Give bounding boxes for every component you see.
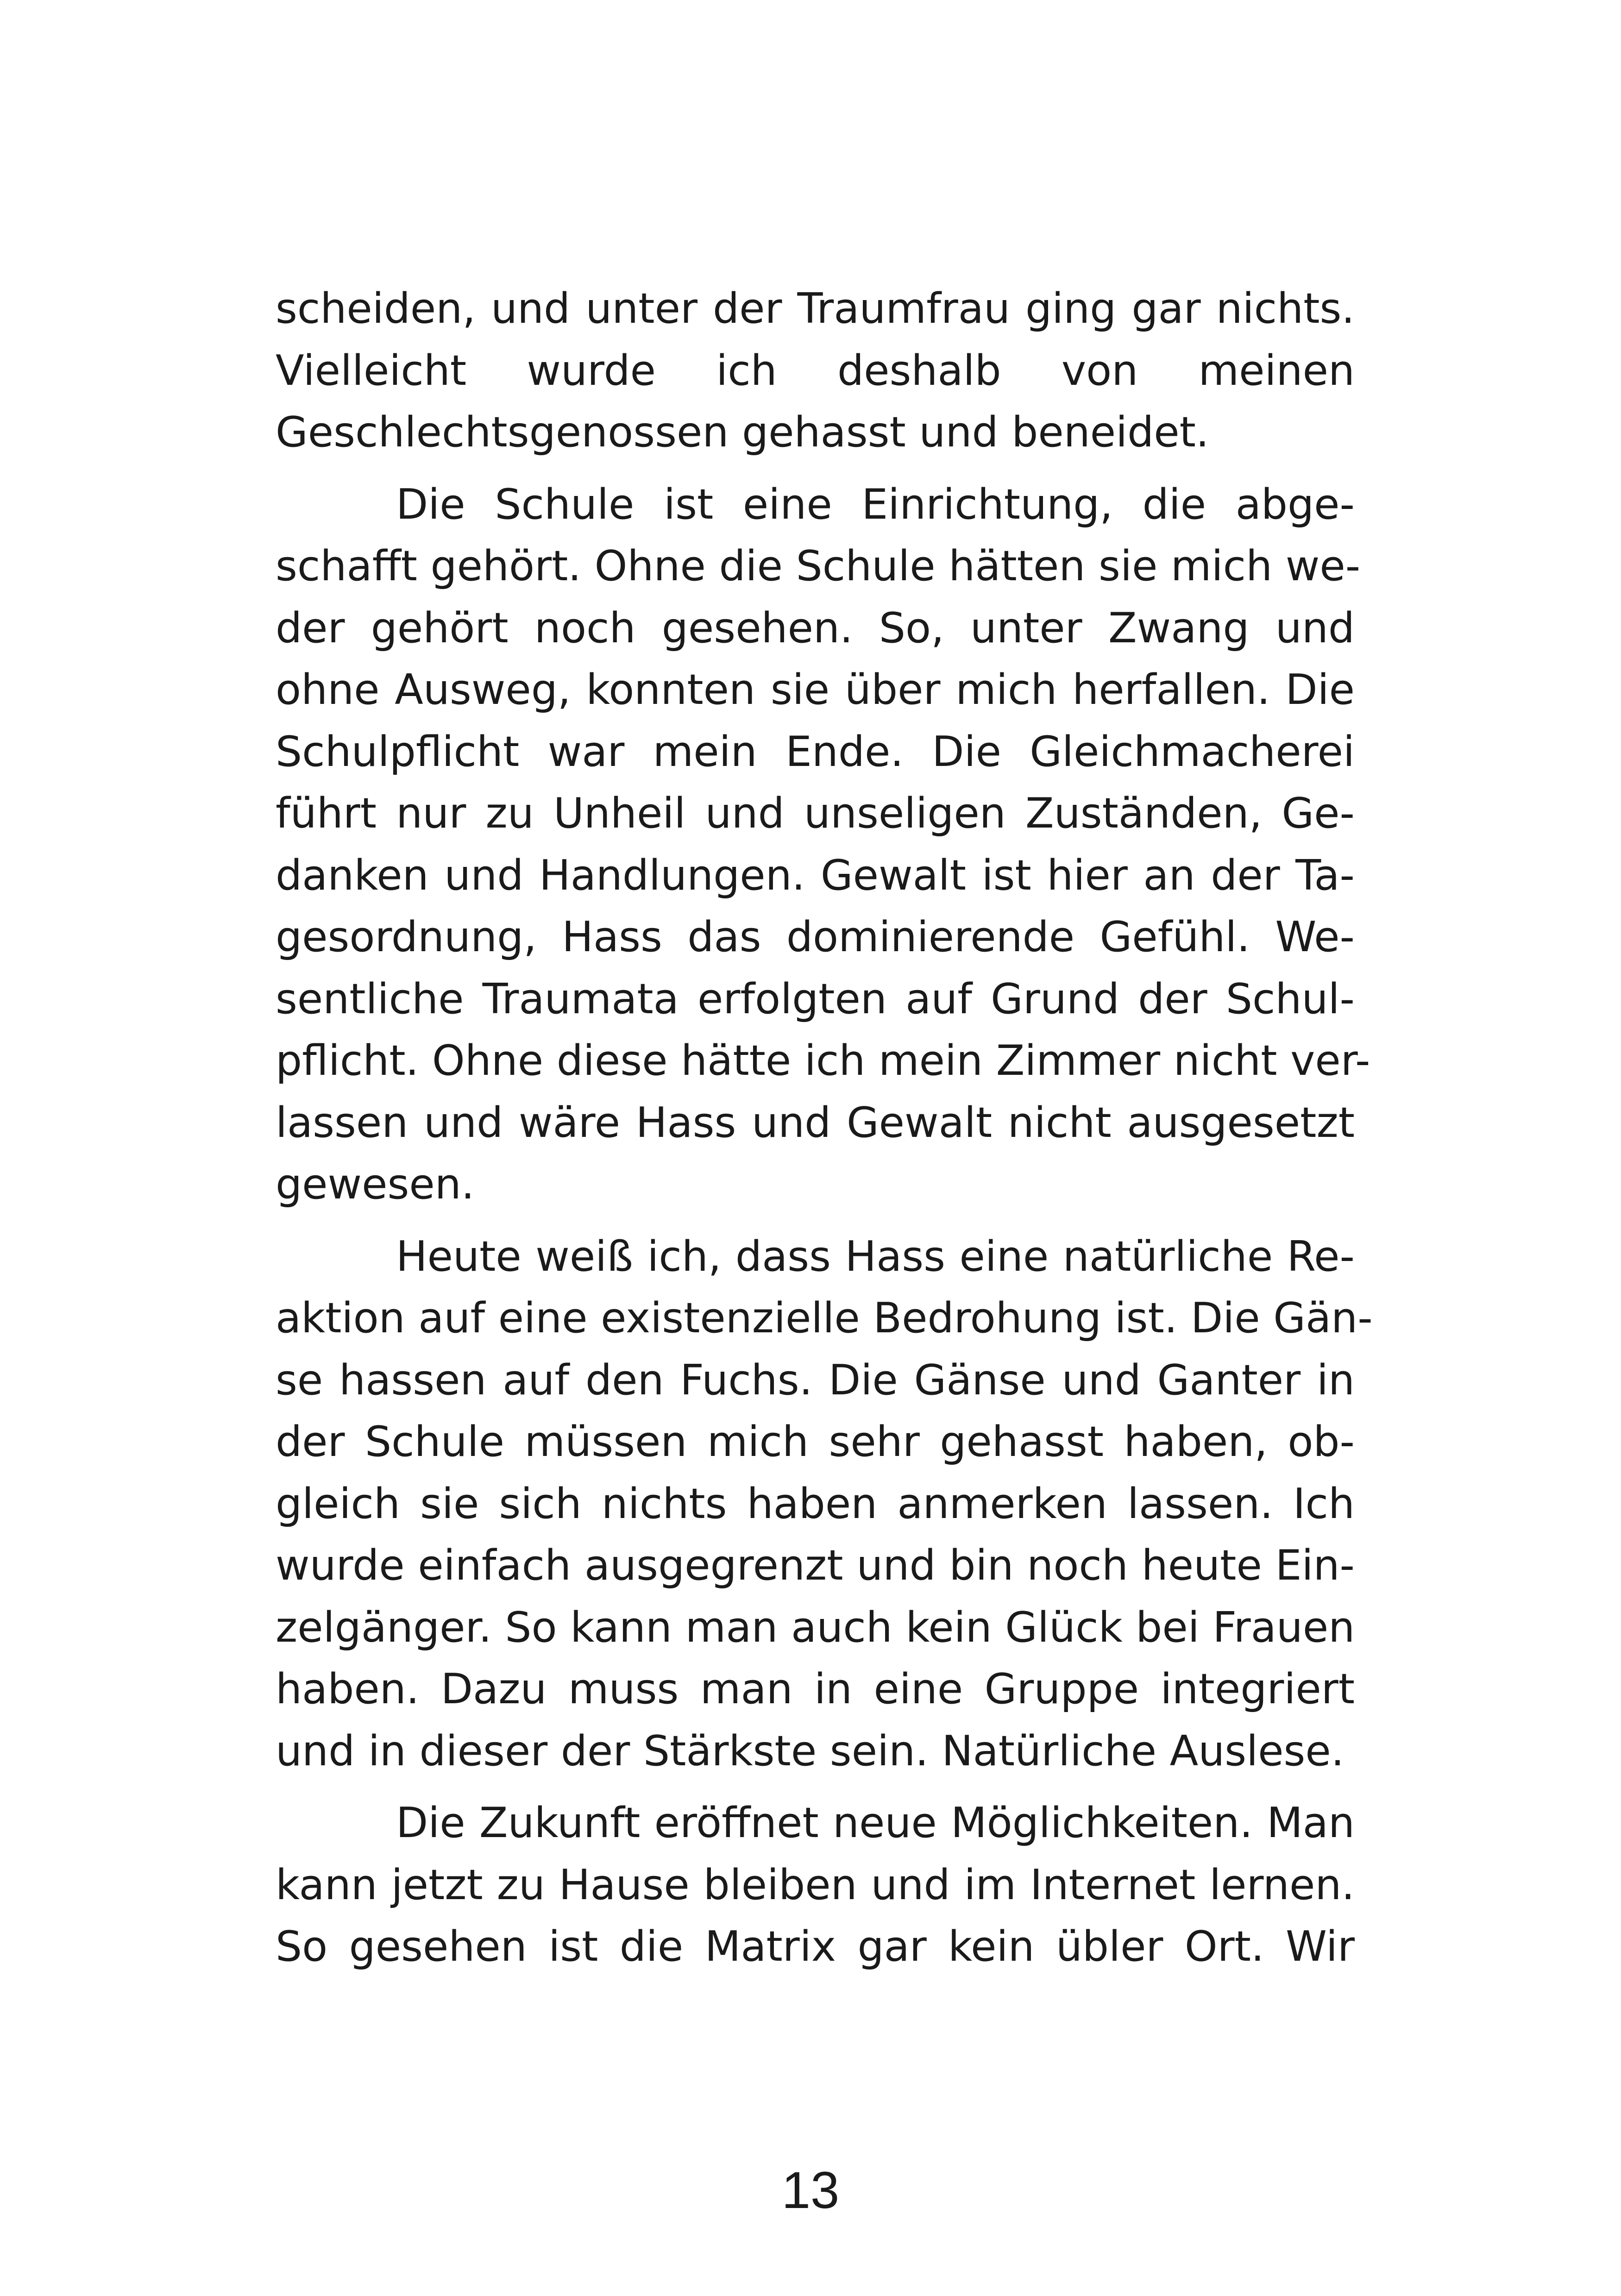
text-line: gleich sie sich nichts haben anmerken lassen. Ich	[276, 1479, 1355, 1528]
text-line: haben. Dazu muss man in eine Gruppe integriert	[276, 1665, 1355, 1713]
text-line: Vielleicht wurde ich deshalb von meinen	[276, 346, 1355, 395]
text-line: se hassen auf den Fuchs. Die Gänse und Ganter in	[276, 1355, 1355, 1405]
text-line: So gesehen ist die Matrix gar kein übler Ort. Wir	[276, 1922, 1355, 1971]
paragraph	[276, 1792, 1355, 1978]
paragraph	[276, 278, 1355, 464]
text-line: Die Schule ist eine Einrichtung, die abge-	[396, 480, 1355, 529]
text-line: scheiden, und unter der Traumfrau ging gar nichts.	[276, 284, 1355, 333]
text-line: und in dieser der Stärkste sein. Natürliche Auslese.	[276, 1726, 1345, 1775]
text-line: wurde einfach ausgegrenzt und bin noch heute Ein-	[276, 1541, 1355, 1590]
text-line: danken und Handlungen. Gewalt ist hier an der Ta-	[276, 851, 1355, 900]
text-line: ohne Ausweg, konnten sie über mich herfallen. Die	[276, 665, 1355, 714]
text-line: der gehört noch gesehen. So, unter Zwang und	[276, 603, 1355, 652]
text-line: der Schule müssen mich sehr gehasst haben, ob-	[276, 1418, 1355, 1466]
text-line: Heute weiß ich, dass Hass eine natürliche Re-	[396, 1232, 1355, 1281]
text-line: Geschlechtsgenossen gehasst und beneidet.	[276, 408, 1209, 457]
text-line: führt nur zu Unheil und unseligen Zuständen, Ge-	[276, 789, 1355, 838]
text-line: pflicht. Ohne diese hätte ich mein Zimmer nicht ver-	[276, 1036, 1370, 1085]
text-line: lassen und wäre Hass und Gewalt nicht ausgesetzt	[276, 1098, 1355, 1147]
text-line: aktion auf eine existenzielle Bedrohung ist. Die Gän-	[276, 1294, 1373, 1342]
paragraph	[276, 1226, 1373, 1782]
text-line: Die Zukunft eröffnet neue Möglichkeiten. Man	[396, 1799, 1355, 1847]
text-line: sentliche Traumata erfolgten auf Grund der Schul-	[276, 974, 1355, 1023]
text-line: gesordnung, Hass das dominierende Gefühl. We-	[276, 913, 1355, 961]
body-text	[276, 278, 1373, 1988]
text-line: kann jetzt zu Hause bleiben und im Internet lernen.	[276, 1860, 1355, 1909]
page-number: 13	[781, 2161, 840, 2219]
text-line: zelgänger. So kann man auch kein Glück bei Frauen	[276, 1603, 1355, 1652]
text-line: gewesen.	[276, 1160, 475, 1209]
paragraph	[276, 474, 1370, 1216]
text-line: Schulpflicht war mein Ende. Die Gleichmacherei	[276, 727, 1355, 776]
text-line: schafft gehört. Ohne die Schule hätten sie mich we-	[276, 542, 1361, 590]
